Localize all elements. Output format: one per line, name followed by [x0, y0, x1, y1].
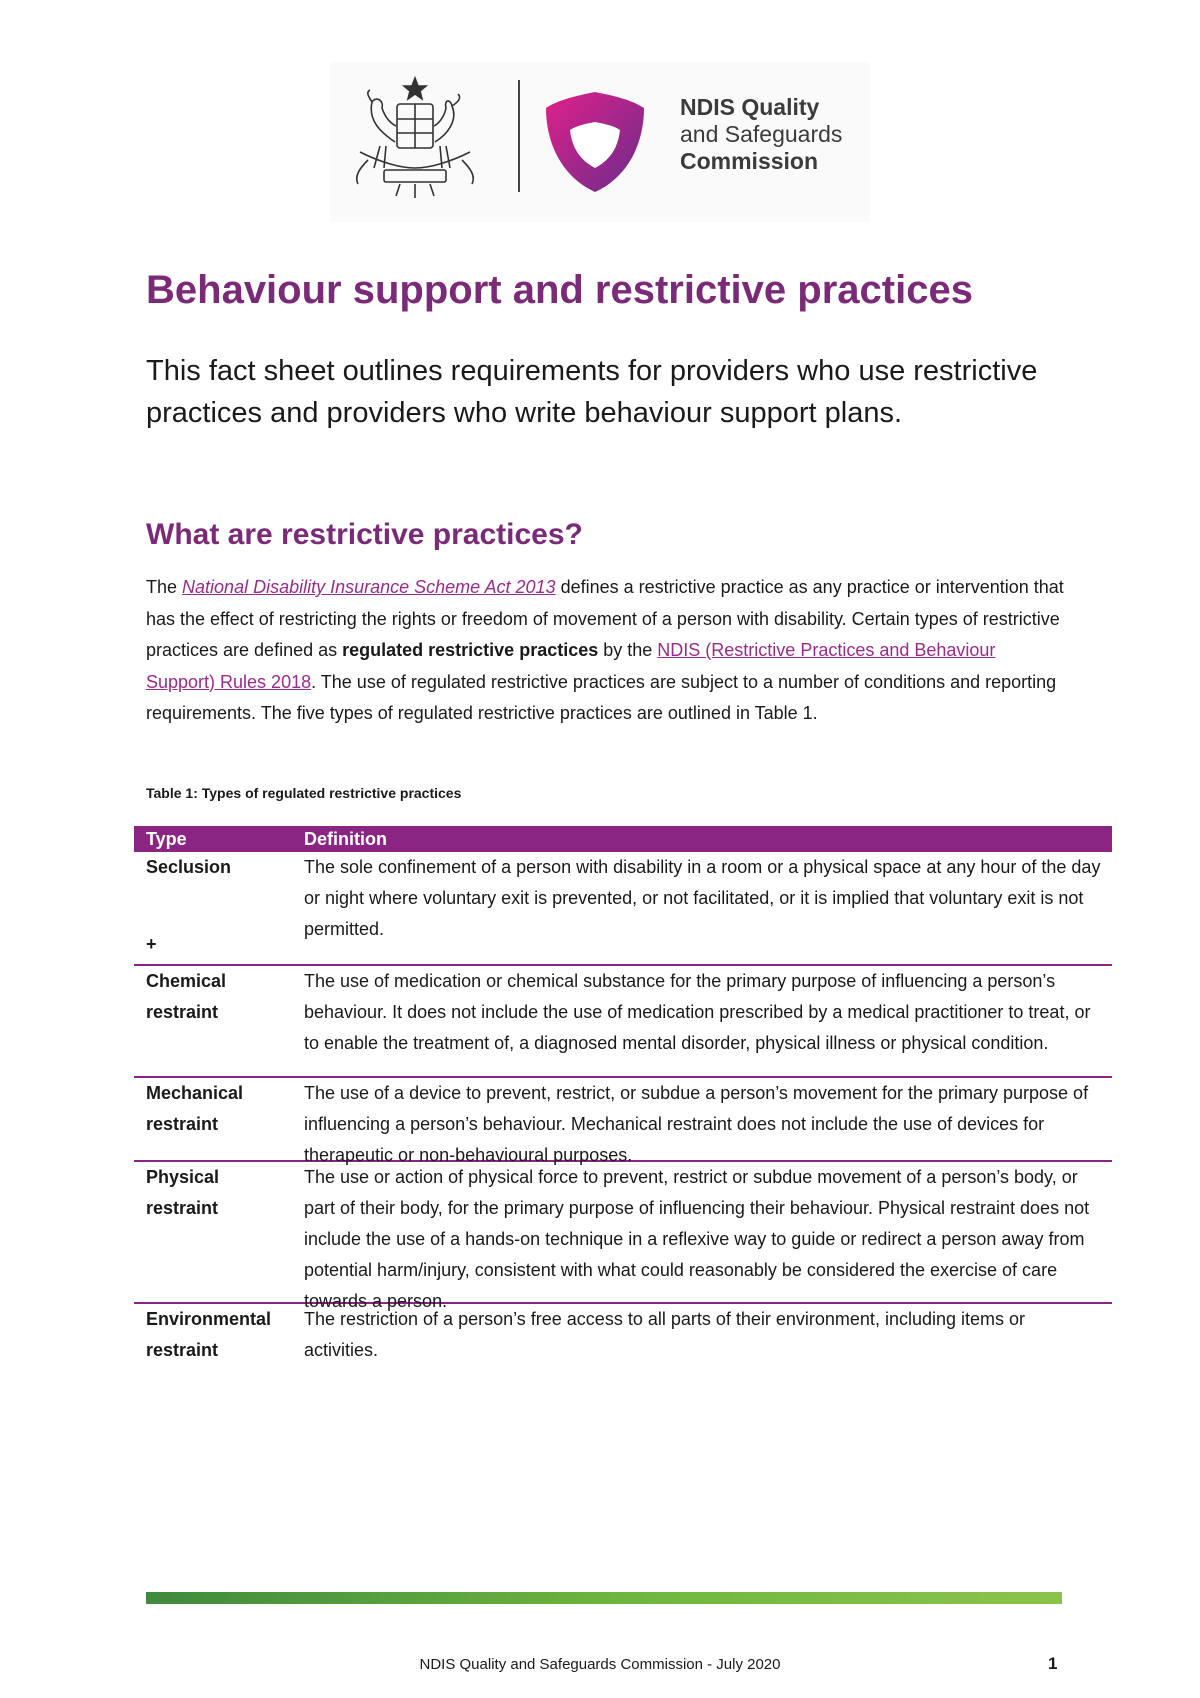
- table-caption: Table 1: Types of regulated restrictive practices: [146, 785, 462, 801]
- row-type: Chemical restraint: [146, 971, 227, 1022]
- row-type: Environmental restraint: [146, 1309, 272, 1360]
- bold-term: regulated restrictive practices: [342, 640, 599, 660]
- table-row: [134, 1162, 1112, 1311]
- row-definition: The sole confinement of a person with disability in a room or a physical space at any hour of the day or night where voluntary exit is prevented, or not facilitated, or it is implied that voluntary exit is not permitted.: [304, 857, 1101, 939]
- table-row: [134, 966, 1112, 1078]
- table-row: [134, 1078, 1112, 1165]
- table-row: [134, 852, 1112, 966]
- para-text-end: . The use of regulated restrictive practices are subject to a number of conditions and reporting requirements. The five types of regulated restrictive practices are outlined in Table 1.: [146, 671, 1057, 723]
- para-text-the: The: [146, 577, 183, 597]
- header-definition: Definition: [304, 828, 387, 849]
- table-header-row: [134, 826, 1112, 852]
- row-type: Mechanical restraint: [146, 1083, 244, 1134]
- footer-green-bar: [146, 1592, 1062, 1604]
- page-number: 1: [1048, 1654, 1058, 1673]
- brand-line-1: NDIS Quality: [680, 94, 820, 120]
- link-ndis-act[interactable]: National Disability Insurance Scheme Act 2013: [182, 577, 556, 597]
- row-definition: The use of a device to prevent, restrict, or subdue a person’s movement for the primary purpose of influencing a person’s behaviour. Mechanical restraint does not include the use of devices for therapeutic or non-behavioural purposes.: [304, 1083, 1089, 1165]
- row-type: Seclusion: [146, 857, 232, 877]
- practices-table: [134, 826, 1112, 1368]
- section-heading: What are restrictive practices?: [146, 518, 583, 551]
- table-row: [134, 1304, 1112, 1368]
- brand-line-2: and Safeguards: [680, 121, 843, 147]
- row-definition: The use of medication or chemical substance for the primary purpose of influencing a person’s behaviour. It does not include the use of medication prescribed by a medical practitioner to treat, or to enable the treatment of, a diagnosed mental disorder, physical illness or physical condition.: [304, 971, 1091, 1053]
- header-type: Type: [146, 828, 187, 849]
- link-ndis-rules[interactable]: NDIS (Restrictive Practices and Behaviour Support) Rules 2018: [146, 640, 996, 692]
- header-logos: [330, 62, 870, 222]
- section-paragraph: [146, 572, 1066, 730]
- page-title: Behaviour support and restrictive practices: [146, 268, 973, 312]
- para-text-mid1: defines a restrictive practice as any practice or intervention that has the effect of restricting the rights or freedom of movement of a person with disability. Certain types of restrictive practices are defined as: [146, 577, 1064, 660]
- brand-name: [680, 94, 842, 175]
- row-plus-marker: +: [146, 934, 157, 954]
- logo-divider: [518, 80, 520, 192]
- brand-line-3: Commission: [680, 148, 819, 174]
- footer-text: NDIS Quality and Safeguards Commission - July 2020: [419, 1656, 781, 1673]
- intro-paragraph: This fact sheet outlines requirements for providers who use restrictive practices and providers who write behaviour support plans.: [146, 355, 1038, 429]
- row-definition: The restriction of a person’s free access to all parts of their environment, including items or activities.: [304, 1309, 1026, 1360]
- coat-of-arms-icon: [340, 72, 490, 202]
- ndis-shield-icon: [540, 86, 650, 196]
- row-definition: The use or action of physical force to prevent, restrict or subdue movement of a person’s body, or part of their body, for the primary purpose of influencing their behaviour. Physical restraint does not include the use of a hands-on technique in a reflexive way to guide or redirect a person away from potential harm/injury, consistent with what could reasonably be considered the exercise of care towards a person.: [304, 1167, 1090, 1311]
- para-text-mid2: by the: [598, 640, 658, 660]
- row-type: Physical restraint: [146, 1167, 220, 1218]
